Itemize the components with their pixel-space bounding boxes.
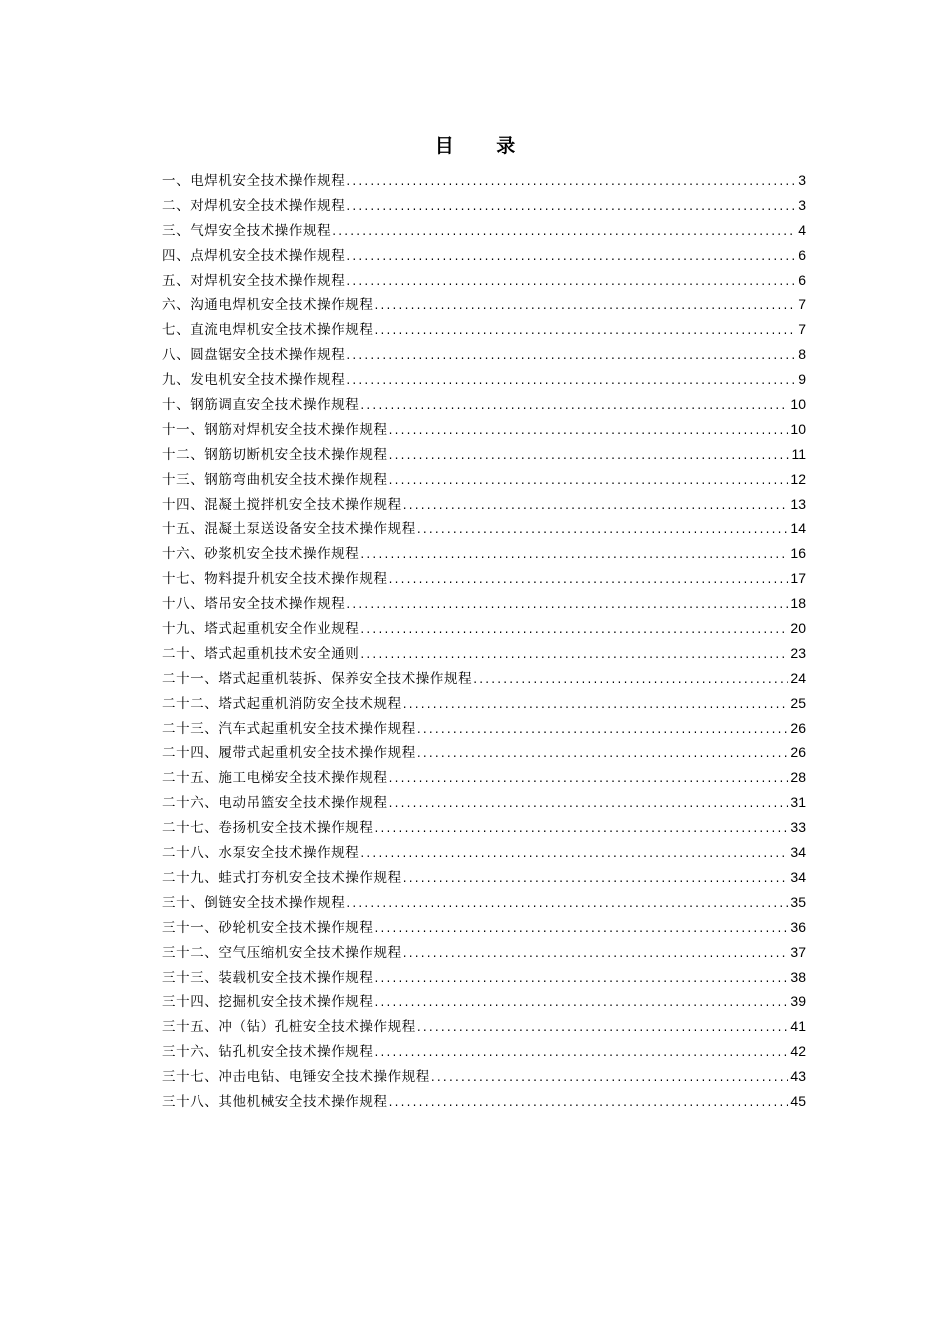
toc-entry[interactable] [162, 218, 806, 243]
toc-entry-page-number: 12 [790, 470, 806, 487]
toc-dot-leader [375, 990, 789, 1014]
toc-dot-leader [417, 717, 789, 741]
toc-entry-label: 二十五、施工电梯安全技术操作规程 [162, 770, 388, 787]
toc-entry-label: 二、对焊机安全技术操作规程 [162, 197, 346, 214]
toc-dot-leader [346, 269, 796, 293]
toc-entry-page-number: 6 [798, 246, 806, 263]
toc-dot-leader [375, 966, 789, 990]
toc-entry[interactable] [162, 666, 806, 691]
toc-entry-page-number: 20 [790, 620, 806, 637]
toc-dot-leader [375, 816, 789, 840]
toc-entry-label: 三、气焊安全技术操作规程 [162, 222, 332, 239]
toc-list [162, 168, 806, 1114]
toc-entry-label: 五、对焊机安全技术操作规程 [162, 272, 346, 289]
toc-dot-leader [346, 169, 796, 193]
toc-entry-label: 十八、塔吊安全技术操作规程 [162, 596, 346, 613]
toc-dot-leader [417, 741, 789, 765]
toc-entry-page-number: 11 [791, 445, 806, 462]
toc-entry-page-number: 18 [790, 595, 806, 612]
toc-entry-label: 三十七、冲击电钻、电锤安全技术操作规程 [162, 1069, 430, 1086]
toc-entry-page-number: 17 [790, 570, 806, 587]
toc-entry[interactable] [162, 1089, 806, 1114]
toc-entry-page-number: 3 [798, 196, 806, 213]
toc-entry[interactable] [162, 940, 806, 965]
toc-entry[interactable] [162, 168, 806, 193]
toc-entry-page-number: 4 [798, 221, 806, 238]
toc-entry[interactable] [162, 1039, 806, 1064]
toc-dot-leader [389, 791, 789, 815]
toc-entry-page-number: 28 [790, 769, 806, 786]
toc-entry[interactable] [162, 541, 806, 566]
toc-entry-label: 十四、混凝土搅拌机安全技术操作规程 [162, 496, 402, 513]
toc-entry-label: 十、钢筋调直安全技术操作规程 [162, 397, 360, 414]
toc-dot-leader [389, 468, 789, 492]
toc-entry-page-number: 7 [798, 296, 806, 313]
toc-entry-page-number: 36 [790, 918, 806, 935]
toc-entry-page-number: 7 [798, 321, 806, 338]
toc-entry-page-number: 8 [798, 346, 806, 363]
toc-entry-page-number: 34 [790, 844, 806, 861]
toc-entry-page-number: 45 [790, 1092, 806, 1109]
toc-dot-leader [332, 219, 796, 243]
toc-entry-page-number: 26 [790, 719, 806, 736]
toc-entry-label: 三十一、砂轮机安全技术操作规程 [162, 919, 374, 936]
toc-entry-page-number: 6 [798, 271, 806, 288]
toc-dot-leader [431, 1065, 789, 1089]
toc-entry[interactable] [162, 317, 806, 342]
toc-entry-page-number: 41 [790, 1018, 806, 1035]
toc-entry-label: 二十七、卷扬机安全技术操作规程 [162, 820, 374, 837]
toc-entry[interactable] [162, 641, 806, 666]
toc-entry[interactable] [162, 616, 806, 641]
toc-entry-page-number: 13 [790, 495, 806, 512]
toc-dot-leader [346, 592, 788, 616]
toc-entry-label: 二十二、塔式起重机消防安全技术规程 [162, 695, 402, 712]
toc-entry-page-number: 10 [790, 396, 806, 413]
toc-dot-leader [389, 1090, 789, 1114]
toc-dot-leader [360, 617, 788, 641]
toc-entry[interactable] [162, 292, 806, 317]
toc-entry[interactable] [162, 790, 806, 815]
toc-entry-page-number: 16 [790, 545, 806, 562]
toc-entry-page-number: 42 [790, 1043, 806, 1060]
toc-entry-label: 四、点焊机安全技术操作规程 [162, 247, 346, 264]
toc-dot-leader [403, 941, 789, 965]
toc-entry-label: 十一、钢筋对焊机安全技术操作规程 [162, 421, 388, 438]
toc-entry-label: 二十八、水泵安全技术操作规程 [162, 845, 360, 862]
toc-entry[interactable] [162, 716, 806, 741]
toc-entry-label: 十七、物料提升机安全技术操作规程 [162, 571, 388, 588]
toc-entry-page-number: 33 [790, 819, 806, 836]
toc-entry-page-number: 35 [790, 893, 806, 910]
toc-entry-page-number: 14 [790, 520, 806, 537]
toc-entry-label: 二十四、履带式起重机安全技术操作规程 [162, 745, 416, 762]
toc-entry-label: 七、直流电焊机安全技术操作规程 [162, 322, 374, 339]
toc-entry-label: 十六、砂浆机安全技术操作规程 [162, 546, 360, 563]
toc-entry[interactable] [162, 840, 806, 865]
toc-dot-leader [389, 443, 790, 467]
toc-entry[interactable] [162, 740, 806, 765]
toc-entry[interactable] [162, 243, 806, 268]
toc-dot-leader [403, 866, 789, 890]
toc-dot-leader [346, 194, 796, 218]
toc-entry-label: 八、圆盘锯安全技术操作规程 [162, 347, 346, 364]
toc-entry-page-number: 23 [790, 644, 806, 661]
toc-entry[interactable] [162, 193, 806, 218]
toc-entry[interactable] [162, 566, 806, 591]
toc-entry-label: 二十六、电动吊篮安全技术操作规程 [162, 795, 388, 812]
toc-dot-leader [346, 244, 796, 268]
toc-entry-label: 三十二、空气压缩机安全技术操作规程 [162, 944, 402, 961]
toc-entry-label: 三十五、冲（钻）孔桩安全技术操作规程 [162, 1019, 416, 1036]
toc-entry[interactable] [162, 1064, 806, 1089]
toc-dot-leader [360, 841, 788, 865]
toc-dot-leader [403, 493, 789, 517]
toc-entry-page-number: 26 [790, 744, 806, 761]
toc-entry-label: 二十三、汽车式起重机安全技术操作规程 [162, 720, 416, 737]
toc-entry-label: 三十三、装载机安全技术操作规程 [162, 969, 374, 986]
toc-entry[interactable] [162, 815, 806, 840]
toc-entry[interactable] [162, 342, 806, 367]
toc-entry-label: 一、电焊机安全技术操作规程 [162, 173, 346, 189]
toc-dot-leader [389, 766, 789, 790]
toc-entry[interactable] [162, 965, 806, 990]
toc-entry-label: 三十八、其他机械安全技术操作规程 [162, 1093, 388, 1110]
toc-dot-leader [360, 542, 788, 566]
toc-entry-label: 六、沟通电焊机安全技术操作规程 [162, 297, 374, 314]
toc-dot-leader [389, 418, 789, 442]
toc-entry[interactable] [162, 442, 806, 467]
toc-entry[interactable] [162, 417, 806, 442]
toc-dot-leader [360, 642, 788, 666]
toc-entry-label: 十三、钢筋弯曲机安全技术操作规程 [162, 471, 388, 488]
toc-entry[interactable] [162, 1014, 806, 1039]
toc-entry-page-number: 38 [790, 968, 806, 985]
toc-entry-page-number: 37 [790, 943, 806, 960]
toc-dot-leader [389, 567, 789, 591]
toc-dot-leader [417, 517, 789, 541]
toc-dot-leader [375, 293, 797, 317]
toc-entry-page-number: 24 [790, 669, 806, 686]
toc-title: 目 录 [434, 135, 534, 157]
toc-dot-leader [360, 393, 788, 417]
toc-entry-label: 九、发电机安全技术操作规程 [162, 372, 346, 389]
toc-entry[interactable] [162, 865, 806, 890]
toc-dot-leader [375, 1040, 789, 1064]
toc-dot-leader [417, 1015, 789, 1039]
toc-dot-leader [346, 343, 796, 367]
toc-entry-page-number: 31 [790, 794, 806, 811]
toc-entry[interactable] [162, 591, 806, 616]
toc-entry[interactable] [162, 765, 806, 790]
toc-entry-label: 三十四、挖掘机安全技术操作规程 [162, 994, 374, 1011]
toc-entry-label: 三十六、钻孔机安全技术操作规程 [162, 1044, 374, 1061]
toc-entry-label: 二十九、蛙式打夯机安全技术操作规程 [162, 869, 402, 886]
toc-entry-page-number: 39 [790, 993, 806, 1010]
toc-dot-leader [346, 368, 796, 392]
toc-entry-page-number: 3 [798, 172, 806, 188]
toc-dot-leader [375, 318, 797, 342]
toc-entry-label: 二十、塔式起重机技术安全通则 [162, 645, 360, 662]
toc-dot-leader [375, 916, 789, 940]
toc-entry-page-number: 43 [790, 1068, 806, 1085]
toc-entry[interactable] [162, 516, 806, 541]
toc-entry[interactable] [162, 268, 806, 293]
toc-entry[interactable] [162, 915, 806, 940]
toc-entry[interactable] [162, 492, 806, 517]
toc-entry-page-number: 25 [790, 694, 806, 711]
toc-dot-leader [346, 891, 788, 915]
toc-entry-label: 三十、倒链安全技术操作规程 [162, 894, 346, 911]
toc-entry-label: 十九、塔式起重机安全作业规程 [162, 621, 360, 638]
toc-entry-label: 十五、混凝土泵送设备安全技术操作规程 [162, 521, 416, 538]
toc-entry[interactable] [162, 890, 806, 915]
toc-entry-page-number: 9 [798, 371, 806, 388]
toc-dot-leader [473, 667, 788, 691]
toc-entry-page-number: 34 [790, 868, 806, 885]
toc-entry[interactable] [162, 367, 806, 392]
toc-entry[interactable] [162, 467, 806, 492]
toc-entry[interactable] [162, 691, 806, 716]
toc-entry[interactable] [162, 392, 806, 417]
toc-entry-page-number: 10 [790, 420, 806, 437]
toc-entry-label: 十二、钢筋切断机安全技术操作规程 [162, 446, 388, 463]
toc-entry[interactable] [162, 989, 806, 1014]
toc-entry-label: 二十一、塔式起重机装拆、保养安全技术操作规程 [162, 670, 473, 687]
toc-dot-leader [403, 692, 789, 716]
